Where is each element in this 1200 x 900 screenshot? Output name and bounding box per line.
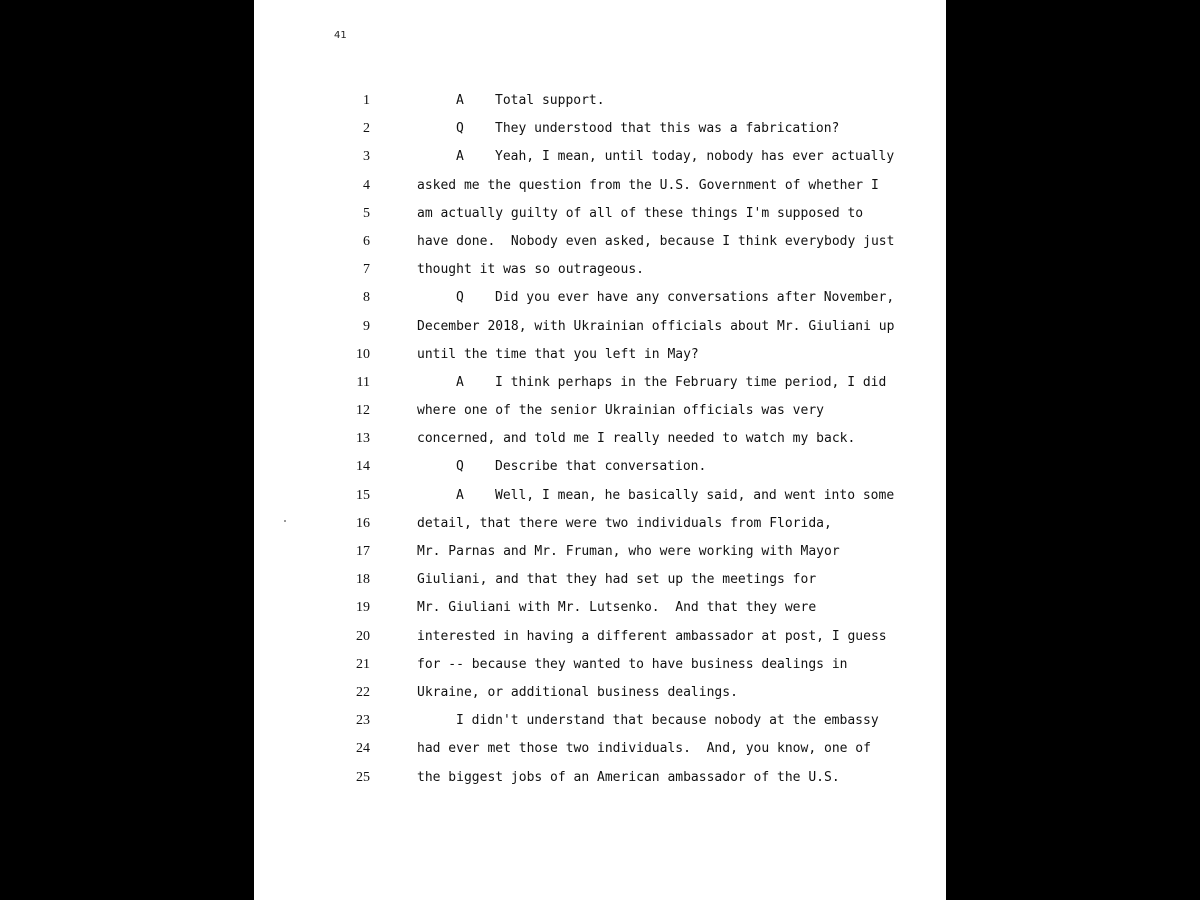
transcript-line: [254, 765, 946, 793]
page-number: 41: [334, 30, 347, 41]
transcript-line: [254, 567, 946, 595]
transcript-line: [254, 454, 946, 482]
line-text: thought it was so outrageous.: [417, 262, 644, 278]
speaker-label: A: [456, 374, 464, 390]
line-number: 14: [356, 459, 370, 475]
line-text: Ukraine, or additional business dealings.: [417, 684, 738, 700]
line-number: 12: [356, 403, 370, 419]
transcript-line: [254, 229, 946, 257]
line-number: 10: [356, 346, 370, 362]
line-text: [456, 488, 894, 503]
line-text: have done. Nobody even asked, because I think everybody just: [417, 233, 895, 249]
line-number: 13: [356, 431, 370, 447]
line-number: 23: [356, 713, 370, 729]
line-number: 18: [356, 572, 370, 588]
transcript-line: [254, 624, 946, 652]
line-body: Did you ever have any conversations after November,: [495, 290, 895, 306]
line-number: 17: [356, 544, 370, 559]
transcript-line: [254, 511, 946, 539]
line-text: Giuliani, and that they had set up the meetings for: [417, 572, 817, 588]
line-number: 24: [356, 741, 370, 757]
line-number: 15: [356, 487, 370, 503]
transcript-line: [254, 173, 946, 201]
line-number: 16: [356, 515, 370, 531]
transcript-line: [254, 483, 946, 511]
line-body: Describe that conversation.: [495, 459, 707, 475]
transcript-line: [254, 736, 946, 764]
line-number: 21: [356, 656, 370, 672]
line-body: Well, I mean, he basically said, and went into some: [495, 487, 895, 503]
line-body: Total support.: [495, 93, 605, 108]
line-number: 7: [363, 262, 370, 278]
transcript-line: [254, 652, 946, 680]
transcript-line: [254, 201, 946, 229]
line-text: interested in having a different ambassador at post, I guess: [417, 628, 887, 644]
line-text: where one of the senior Ukrainian officials was very: [417, 403, 824, 419]
transcript-line: [254, 116, 946, 144]
line-number: 20: [356, 628, 370, 644]
line-number: 11: [356, 374, 370, 390]
line-text: for -- because they wanted to have business dealings in: [417, 656, 848, 672]
transcript-line: [254, 398, 946, 426]
line-text: [456, 149, 894, 164]
transcript-line: [254, 285, 946, 313]
line-text: [456, 290, 894, 305]
speaker-label: Q: [456, 290, 464, 306]
transcript-line: [254, 144, 946, 172]
line-number: 3: [363, 149, 370, 165]
transcript-line: [254, 680, 946, 708]
speaker-label: A: [456, 487, 464, 503]
line-text: concerned, and told me I really needed to watch my back.: [417, 431, 856, 447]
transcript-line: [254, 426, 946, 454]
line-number: 8: [363, 290, 370, 306]
transcript-page: [254, 0, 946, 900]
line-text: asked me the question from the U.S. Government of whether I: [417, 177, 879, 193]
line-body: They understood that this was a fabrication?: [495, 121, 840, 137]
line-text: December 2018, with Ukrainian officials about Mr. Giuliani up: [417, 318, 895, 334]
transcript-line: [254, 88, 946, 116]
line-number: 2: [363, 121, 370, 137]
line-text: I didn't understand that because nobody at the embassy: [456, 713, 879, 729]
line-number: 1: [363, 93, 370, 108]
transcript-line: [254, 708, 946, 736]
line-number: 25: [356, 769, 370, 785]
transcript-line: [254, 539, 946, 567]
transcript-line: [254, 595, 946, 623]
line-number: 19: [356, 600, 370, 616]
line-text: [456, 459, 706, 474]
line-number: 4: [363, 177, 370, 193]
speaker-label: Q: [456, 121, 464, 137]
line-number: 9: [363, 318, 370, 334]
line-text: am actually guilty of all of these things I'm supposed to: [417, 205, 864, 221]
line-number: 22: [356, 684, 370, 700]
transcript-line: [254, 370, 946, 398]
line-text: had ever met those two individuals. And, you know, one of: [417, 741, 871, 757]
transcript-body: [254, 88, 946, 793]
line-body: I think perhaps in the February time period, I did: [495, 374, 887, 390]
transcript-line: [254, 257, 946, 285]
line-text: Mr. Parnas and Mr. Fruman, who were working with Mayor: [417, 544, 840, 559]
line-text: [456, 121, 839, 136]
line-number: 6: [363, 233, 370, 249]
speaker-label: A: [456, 93, 464, 108]
speaker-label: A: [456, 149, 464, 165]
line-text: the biggest jobs of an American ambassador of the U.S.: [417, 769, 840, 785]
line-text: Mr. Giuliani with Mr. Lutsenko. And that they were: [417, 600, 817, 616]
line-text: detail, that there were two individuals from Florida,: [417, 515, 832, 531]
line-text: [456, 93, 605, 108]
speaker-label: Q: [456, 459, 464, 475]
line-text: until the time that you left in May?: [417, 346, 699, 362]
line-body: Yeah, I mean, until today, nobody has ever actually: [495, 149, 895, 165]
line-number: 5: [363, 205, 370, 221]
transcript-line: [254, 342, 946, 370]
transcript-line: [254, 314, 946, 342]
line-text: [456, 375, 886, 390]
